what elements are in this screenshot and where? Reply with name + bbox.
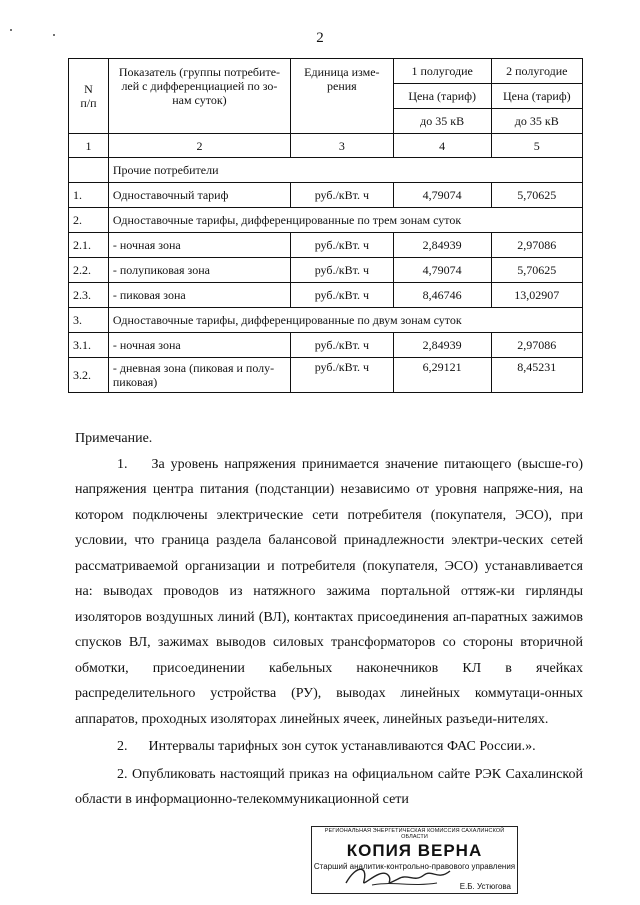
row-value-h2: 5,70625 <box>491 183 582 208</box>
row-num: 2.1. <box>69 233 109 258</box>
signature-icon <box>342 861 462 891</box>
header-price-1: Цена (тариф) <box>393 84 491 109</box>
header-voltage-1: до 35 кВ <box>393 109 491 134</box>
section-label: Одноставочные тарифы, дифференцированные по трем зонам суток <box>108 208 582 233</box>
header-indicator: Показатель (группы потребите- лей с дифференциацией по зо- нам суток) <box>108 59 290 134</box>
stamp-title: КОПИЯ ВЕРНА <box>346 841 483 860</box>
row-num: 2.3. <box>69 283 109 308</box>
row-value-h1: 4,79074 <box>393 258 491 283</box>
row-value-h1: 2,84939 <box>393 333 491 358</box>
table-row <box>69 158 583 183</box>
header-voltage-2: до 35 кВ <box>491 109 582 134</box>
stamp-position: Старший аналитик-контрольно-правового управления <box>313 862 516 871</box>
row-num: 1. <box>69 183 109 208</box>
row-value-h1: 6,29121 <box>393 358 491 393</box>
header-half-2: 2 полугодие <box>491 59 582 84</box>
row-name: - пиковая зона <box>108 283 290 308</box>
row-name: - полупиковая зона <box>108 258 290 283</box>
row-num: 2. <box>69 208 109 233</box>
row-num <box>69 158 109 183</box>
row-value-h1: 4,79074 <box>393 183 491 208</box>
row-value-h2: 2,97086 <box>491 233 582 258</box>
row-unit: руб./кВт. ч <box>291 183 394 208</box>
row-num: 3.1. <box>69 333 109 358</box>
table-header-row <box>69 59 583 84</box>
section-label: Одноставочные тарифы, дифференцированные по двум зонам суток <box>108 308 582 333</box>
header-half-1: 1 полугодие <box>393 59 491 84</box>
table-row <box>69 208 583 233</box>
note-title: Примечание. <box>75 431 153 446</box>
column-index: 5 <box>491 134 582 158</box>
row-unit: руб./кВт. ч <box>291 258 394 283</box>
table-row <box>69 233 583 258</box>
tariff-table <box>68 58 583 393</box>
row-name: - ночная зона <box>108 233 290 258</box>
row-value-h2: 8,45231 <box>491 358 582 393</box>
row-num: 3.2. <box>69 358 109 393</box>
row-unit: руб./кВт. ч <box>291 333 394 358</box>
row-value-h2: 2,97086 <box>491 333 582 358</box>
page-number: 2 <box>316 30 324 46</box>
header-num: N п/п <box>69 59 109 134</box>
row-num: 3. <box>69 308 109 333</box>
column-index: 1 <box>69 134 109 158</box>
row-value-h2: 13,02907 <box>491 283 582 308</box>
stamp-signer-name: Е.Б. Устюгова <box>459 882 511 891</box>
row-value-h1: 8,46746 <box>393 283 491 308</box>
note-item-1: 1. За уровень напряжения принимается значение питающего (высше-го) напряжения центра питания (подстанции) независимо от уровня напряже-ния, на котором подключены электрические сети потребителя (покупателя, ЭСО), при условии, что граница раздела балансовой принадлежности электри-ческих сетей рассматриваемой организации и потребителя (покупателя, ЭСО) устанавливается на: выводах проводов из натяжного зажима портальной оттяж-ки гирлянды изоляторов воздушных линий (ВЛ), контактах присоединения ап-паратных зажимов спусков ВЛ, зажимах выводов силовых трансформаторов со стороны вторичной обмотки, присоединении кабельных наконечников КЛ в ячейках распределительного устройства (РУ), выводах линейных коммутаци-онных аппаратов, проходных изоляторах линейных ячеек, линейных разъеди-нителях. <box>75 456 583 727</box>
row-value-h2: 5,70625 <box>491 258 582 283</box>
row-name: Одноставочный тариф <box>108 183 290 208</box>
column-index: 4 <box>393 134 491 158</box>
table-row <box>69 333 583 358</box>
table-row <box>69 308 583 333</box>
row-value-h1: 2,84939 <box>393 233 491 258</box>
column-index-row <box>69 134 583 158</box>
table-row <box>69 358 583 393</box>
column-index: 3 <box>291 134 394 158</box>
note-item-2: 2. Интервалы тарифных зон суток устанавливаются ФАС России.». <box>117 739 536 754</box>
row-name: - ночная зона <box>108 333 290 358</box>
row-unit: руб./кВт. ч <box>291 283 394 308</box>
row-num: 2.2. <box>69 258 109 283</box>
row-name: - дневная зона (пиковая и полу- пиковая) <box>108 358 290 393</box>
column-index: 2 <box>108 134 290 158</box>
header-price-2: Цена (тариф) <box>491 84 582 109</box>
order-item-2: 2. Опубликовать настоящий приказ на официальном сайте РЭК Сахалинской области в информационно-телекоммуникационной сети <box>75 766 583 807</box>
certification-stamp <box>311 826 518 894</box>
stamp-organization: РЕГИОНАЛЬНАЯ ЭНЕРГЕТИЧЕСКАЯ КОМИССИЯ САХАЛИНСКОЙ ОБЛАСТИ <box>324 828 505 840</box>
header-unit: Единица изме- рения <box>291 59 394 134</box>
group-label: Прочие потребители <box>108 158 582 183</box>
note-section <box>75 426 583 813</box>
table-row <box>69 283 583 308</box>
table-row <box>69 258 583 283</box>
table-row <box>69 183 583 208</box>
row-unit: руб./кВт. ч <box>291 233 394 258</box>
row-unit: руб./кВт. ч <box>291 358 394 393</box>
